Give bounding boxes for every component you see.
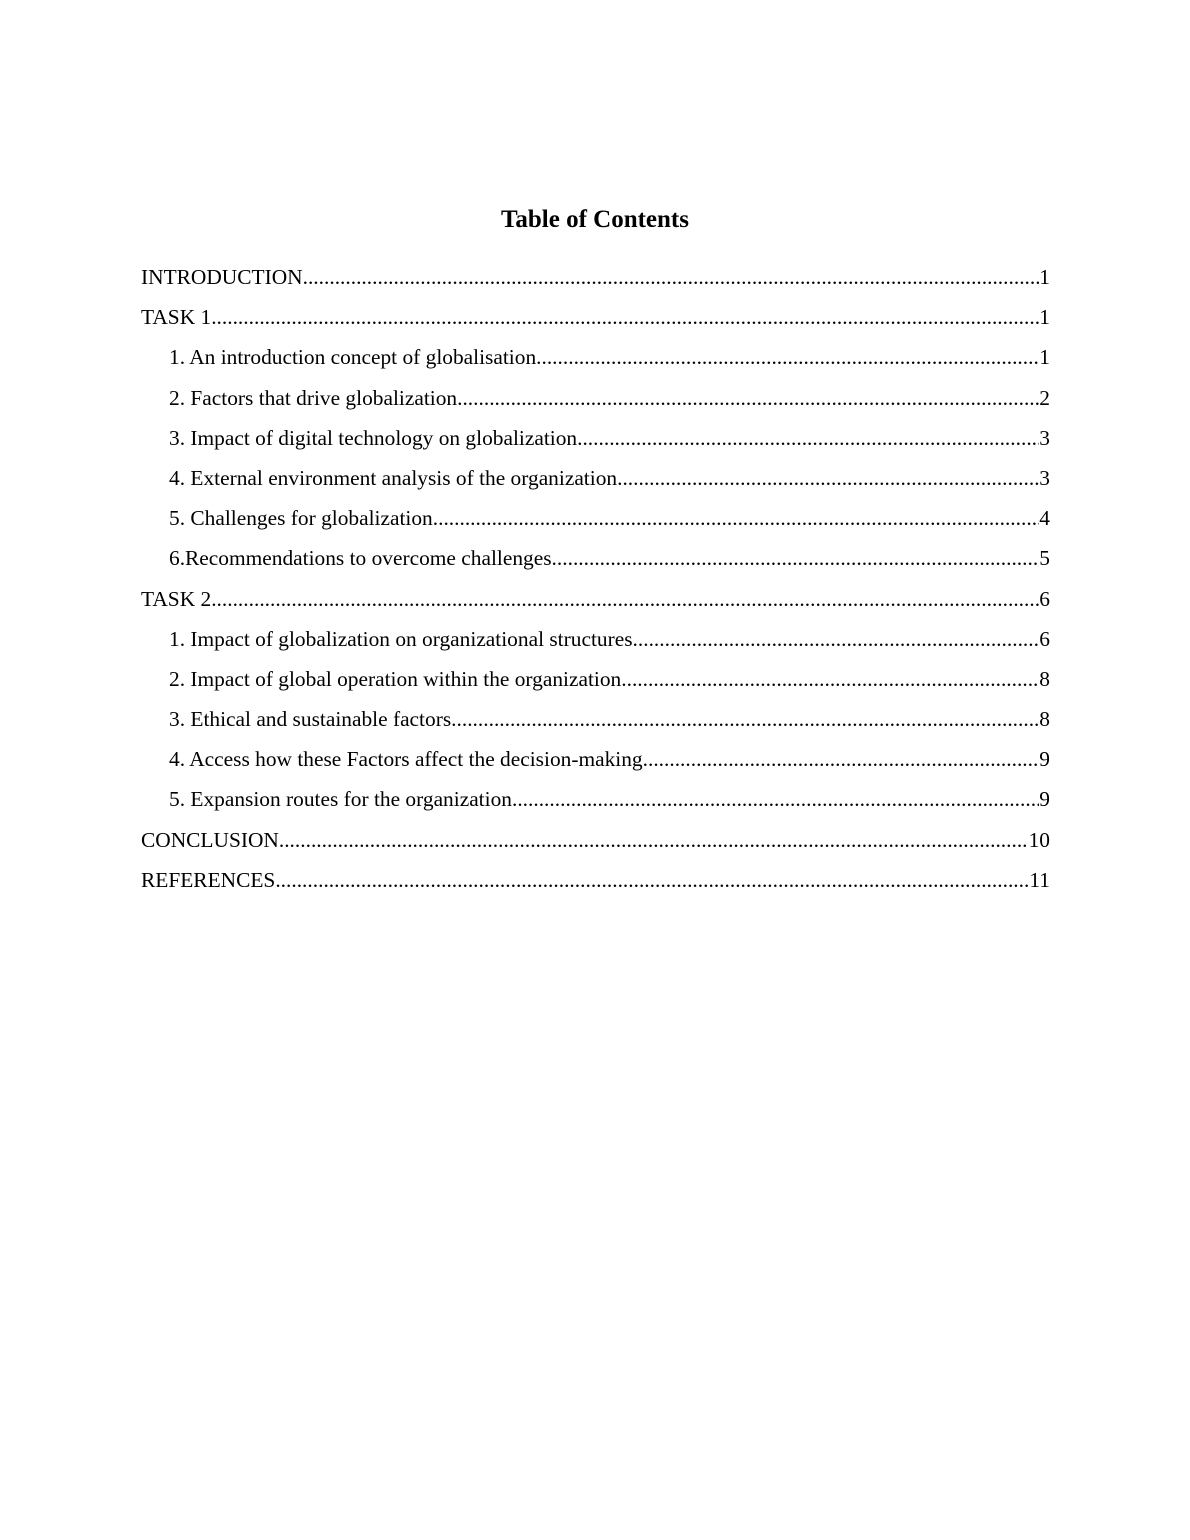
toc-page-number: 2: [1039, 385, 1050, 410]
toc-entry-text: 5. Expansion routes for the organization: [169, 787, 512, 812]
toc-dot-leader: [577, 420, 1039, 456]
toc-title: Table of Contents: [501, 206, 689, 233]
toc-dot-leader: [552, 540, 1040, 576]
toc-entry-text: INTRODUCTION: [141, 265, 303, 289]
toc-page-number: 3: [1039, 425, 1050, 450]
toc-entry-task2-decision-making[interactable]: [141, 741, 1050, 781]
toc-page-number: 9: [1039, 787, 1050, 812]
toc-entry-task1-factors[interactable]: [141, 380, 1050, 420]
toc-entry-text: 2. Factors that drive globalization: [169, 385, 458, 410]
toc-entry-text: 4. Access how these Factors affect the decision-making: [169, 747, 643, 772]
toc-entry-text: TASK 1: [141, 305, 212, 330]
toc-entry-task1-challenges[interactable]: [141, 500, 1050, 540]
toc-entry-introduction[interactable]: [141, 259, 1050, 299]
toc-dot-leader: [457, 380, 1039, 416]
toc-dot-leader: [536, 339, 1039, 375]
toc-entry-text: CONCLUSION: [141, 827, 279, 852]
toc-dot-leader: [451, 701, 1039, 737]
toc-dot-leader: [617, 460, 1039, 496]
toc-entry-task1-external-environment[interactable]: [141, 460, 1050, 500]
toc-list: [141, 259, 1050, 902]
toc-dot-leader: [303, 259, 1040, 295]
toc-entry-text: 3. Ethical and sustainable factors: [169, 707, 452, 732]
toc-entry-task2-org-structures[interactable]: [141, 621, 1050, 661]
toc-entry-task1-digital-technology[interactable]: [141, 420, 1050, 460]
toc-entry-references[interactable]: [141, 862, 1050, 902]
toc-dot-leader: [433, 500, 1040, 536]
toc-entry-text: 6.Recommendations to overcome challenges: [169, 546, 552, 571]
toc-entry-task1-recommendations[interactable]: [141, 540, 1050, 580]
toc-dot-leader: [279, 822, 1029, 858]
toc-page-number: 9: [1039, 747, 1050, 772]
toc-page-number: 1: [1039, 305, 1050, 330]
toc-dot-leader: [275, 862, 1029, 898]
toc-page-number: 11: [1029, 867, 1050, 892]
toc-page-number: 3: [1039, 465, 1050, 490]
toc-entry-text: 2. Impact of global operation within the organization: [169, 666, 622, 691]
toc-dot-leader: [633, 621, 1040, 657]
toc-page-number: 10: [1028, 827, 1050, 852]
toc-entry-text: REFERENCES: [141, 867, 276, 892]
toc-page-number: 1: [1039, 345, 1050, 370]
toc-entry-text: 5. Challenges for globalization: [169, 506, 433, 531]
toc-entry-task2-ethical-factors[interactable]: [141, 701, 1050, 741]
toc-page-number: 4: [1039, 506, 1050, 531]
toc-entry-task2-global-operation[interactable]: [141, 661, 1050, 701]
toc-entry-task-1[interactable]: [141, 299, 1050, 339]
toc-dot-leader: [211, 581, 1039, 617]
toc-dot-leader: [643, 741, 1040, 777]
toc-page-number: 8: [1039, 707, 1050, 732]
toc-entry-text: 3. Impact of digital technology on globalization: [169, 425, 578, 450]
toc-entry-task2-expansion-routes[interactable]: [141, 781, 1050, 821]
toc-entry-text: 1. Impact of globalization on organizational structures: [169, 626, 633, 651]
toc-entry-task1-intro-concept[interactable]: [141, 339, 1050, 379]
toc-page-number: 6: [1039, 626, 1050, 651]
toc-entry-text: 1. An introduction concept of globalisation: [169, 345, 537, 370]
toc-entry-text: TASK 2: [141, 586, 212, 611]
toc-dot-leader: [211, 299, 1039, 335]
toc-dot-leader: [621, 661, 1039, 697]
toc-entry-task-2[interactable]: [141, 581, 1050, 621]
toc-page-number: 6: [1039, 586, 1050, 611]
toc-page-number: 5: [1039, 546, 1050, 571]
toc-page-number: 1: [1039, 265, 1050, 289]
toc-dot-leader: [512, 781, 1039, 817]
toc-entry-conclusion[interactable]: [141, 822, 1050, 862]
toc-entry-text: 4. External environment analysis of the organization: [169, 465, 618, 490]
toc-page-number: 8: [1039, 666, 1050, 691]
